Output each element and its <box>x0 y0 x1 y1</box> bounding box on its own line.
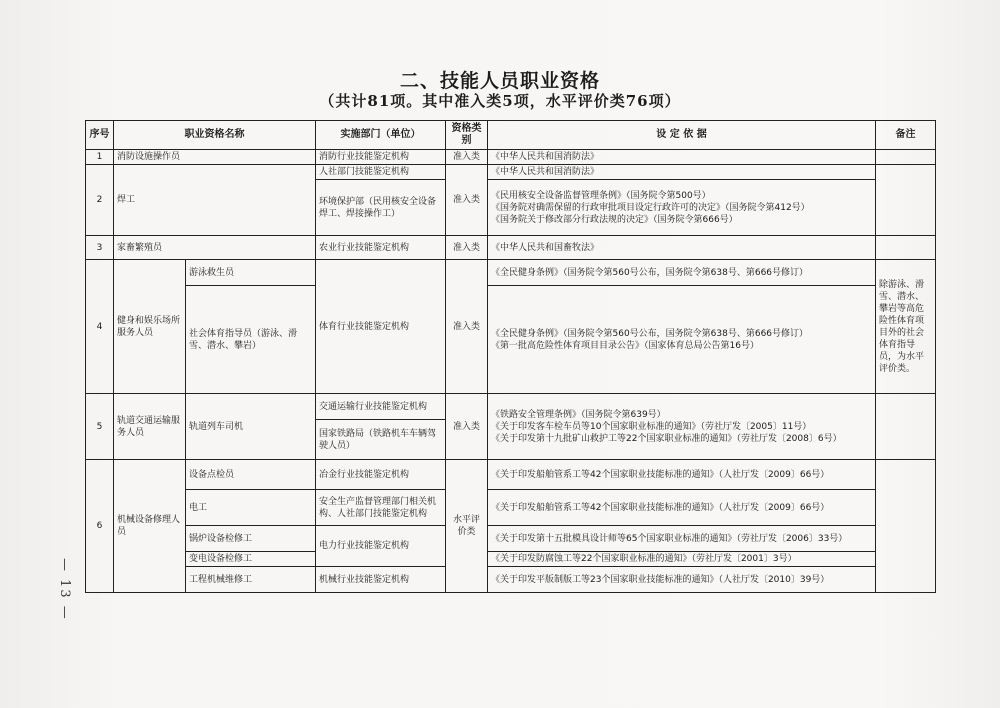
table-row <box>86 165 936 180</box>
cell-seq: 2 <box>86 165 114 236</box>
cell-dept: 电力行业技能鉴定机构 <box>316 526 446 567</box>
header-name: 职业资格名称 <box>114 121 316 150</box>
cell-basis: 《全民健身条例》（国务院令第560号公布，国务院令第638号、第666号修订） <box>488 260 876 286</box>
cell-subname: 电工 <box>186 490 316 526</box>
cell-dept: 环境保护部（民用核安全设备焊工、焊接操作工） <box>316 180 446 236</box>
table-row <box>86 286 936 394</box>
cell-basis <box>488 394 876 460</box>
cell-basis <box>488 180 876 236</box>
header-basis: 设 定 依 据 <box>488 121 876 150</box>
cell-seq: 4 <box>86 260 114 394</box>
cell-type: 准入类 <box>446 150 488 165</box>
basis-line: 《第一批高危险性体育项目目录公告》（国家体育总局公告第16号） <box>491 340 759 351</box>
table-row <box>86 526 936 552</box>
header-note: 备注 <box>876 121 936 150</box>
cell-dept: 交通运输行业技能鉴定机构 <box>316 394 446 420</box>
cell-subname: 游泳救生员 <box>186 260 316 286</box>
table-header-row <box>86 121 936 150</box>
basis-line: 《关于印发第十九批矿山救护工等22个国家职业标准的通知》（劳社厅发〔2008〕6号） <box>491 433 842 444</box>
cell-basis: 《关于印发平版制版工等23个国家职业技能标准的通知》（人社厅发〔2010〕39号） <box>488 567 876 593</box>
cell-type: 水平评价类 <box>446 460 488 593</box>
cell-dept: 体育行业技能鉴定机构 <box>316 260 446 394</box>
cell-name: 健身和娱乐场所服务人员 <box>114 260 186 394</box>
table-row <box>86 490 936 526</box>
basis-line: 《国务院关于修改部分行政法规的决定》（国务院令第666号） <box>491 214 738 225</box>
table-row <box>86 552 936 567</box>
basis-line: 《关于印发客车检车员等10个国家职业标准的通知》（劳社厅发〔2005〕11号） <box>491 421 812 432</box>
cell-dept: 农业行业技能鉴定机构 <box>316 236 446 260</box>
header-seq: 序号 <box>86 121 114 150</box>
cell-dept: 消防行业技能鉴定机构 <box>316 150 446 165</box>
cell-note <box>876 460 936 593</box>
cell-subname: 设备点检员 <box>186 460 316 490</box>
cell-note <box>876 150 936 165</box>
cell-subname: 变电设备检修工 <box>186 552 316 567</box>
cell-dept: 机械行业技能鉴定机构 <box>316 567 446 593</box>
cell-seq: 6 <box>86 460 114 593</box>
basis-line: 《全民健身条例》（国务院令第560号公布，国务院令第638号、第666号修订） <box>491 328 809 339</box>
cell-note <box>876 165 936 236</box>
qualification-table <box>85 120 936 593</box>
cell-note <box>876 236 936 260</box>
page-number: — 13 — <box>57 558 72 621</box>
cell-type: 准入类 <box>446 236 488 260</box>
table-row <box>86 394 936 420</box>
cell-basis: 《关于印发防腐蚀工等22个国家职业标准的通知》（劳社厅发〔2001〕3号） <box>488 552 876 567</box>
header-type: 资格类别 <box>446 121 488 150</box>
cell-subname: 工程机械维修工 <box>186 567 316 593</box>
cell-name: 消防设施操作员 <box>114 150 316 165</box>
cell-name: 焊工 <box>114 165 316 236</box>
basis-line: 《国务院对确需保留的行政审批项目设定行政许可的决定》（国务院令第412号） <box>491 202 810 213</box>
cell-seq: 1 <box>86 150 114 165</box>
table-row <box>86 150 936 165</box>
cell-subname: 轨道列车司机 <box>186 394 316 460</box>
cell-basis: 《关于印发船舶管系工等42个国家职业技能标准的通知》（人社厅发〔2009〕66号） <box>488 460 876 490</box>
cell-note <box>876 394 936 460</box>
cell-name: 家畜繁殖员 <box>114 236 316 260</box>
cell-basis: 《关于印发第十五批模具设计师等65个国家职业标准的通知》（劳社厅发〔2006〕33号） <box>488 526 876 552</box>
table-row <box>86 460 936 490</box>
cell-type: 准入类 <box>446 260 488 394</box>
cell-type: 准入类 <box>446 165 488 236</box>
table-row <box>86 567 936 593</box>
basis-line: 《民用核安全设备监督管理条例》（国务院令第500号） <box>491 190 711 201</box>
cell-name: 轨道交通运输服务人员 <box>114 394 186 460</box>
page-title: 二、技能人员职业资格 <box>399 70 600 92</box>
cell-basis: 《中华人民共和国消防法》 <box>488 165 876 180</box>
cell-type: 准入类 <box>446 394 488 460</box>
cell-name: 机械设备修理人员 <box>114 460 186 593</box>
cell-subname: 社会体育指导员（游泳、滑雪、潜水、攀岩） <box>186 286 316 394</box>
cell-basis <box>488 286 876 394</box>
cell-dept: 安全生产监督管理部门相关机构、人社部门技能鉴定机构 <box>316 490 446 526</box>
cell-basis: 《中华人民共和国消防法》 <box>488 150 876 165</box>
cell-basis: 《关于印发船舶管系工等42个国家职业技能标准的通知》（人社厅发〔2009〕66号） <box>488 490 876 526</box>
cell-seq: 3 <box>86 236 114 260</box>
table-row <box>86 260 936 286</box>
page-subtitle: （共计81项。其中准入类5项，水平评价类76项） <box>319 92 681 110</box>
cell-dept: 冶金行业技能鉴定机构 <box>316 460 446 490</box>
cell-dept: 国家铁路局（铁路机车车辆驾驶人员） <box>316 420 446 460</box>
cell-dept: 人社部门技能鉴定机构 <box>316 165 446 180</box>
cell-basis: 《中华人民共和国畜牧法》 <box>488 236 876 260</box>
header-dept: 实施部门（单位） <box>316 121 446 150</box>
table-row <box>86 236 936 260</box>
cell-subname: 锅炉设备检修工 <box>186 526 316 552</box>
cell-note: 除游泳、滑雪、潜水、攀岩等高危险性体育项目外的社会体育指导员，为水平评价类。 <box>876 260 936 394</box>
basis-line: 《铁路安全管理条例》（国务院令第639号） <box>491 409 666 420</box>
cell-seq: 5 <box>86 394 114 460</box>
